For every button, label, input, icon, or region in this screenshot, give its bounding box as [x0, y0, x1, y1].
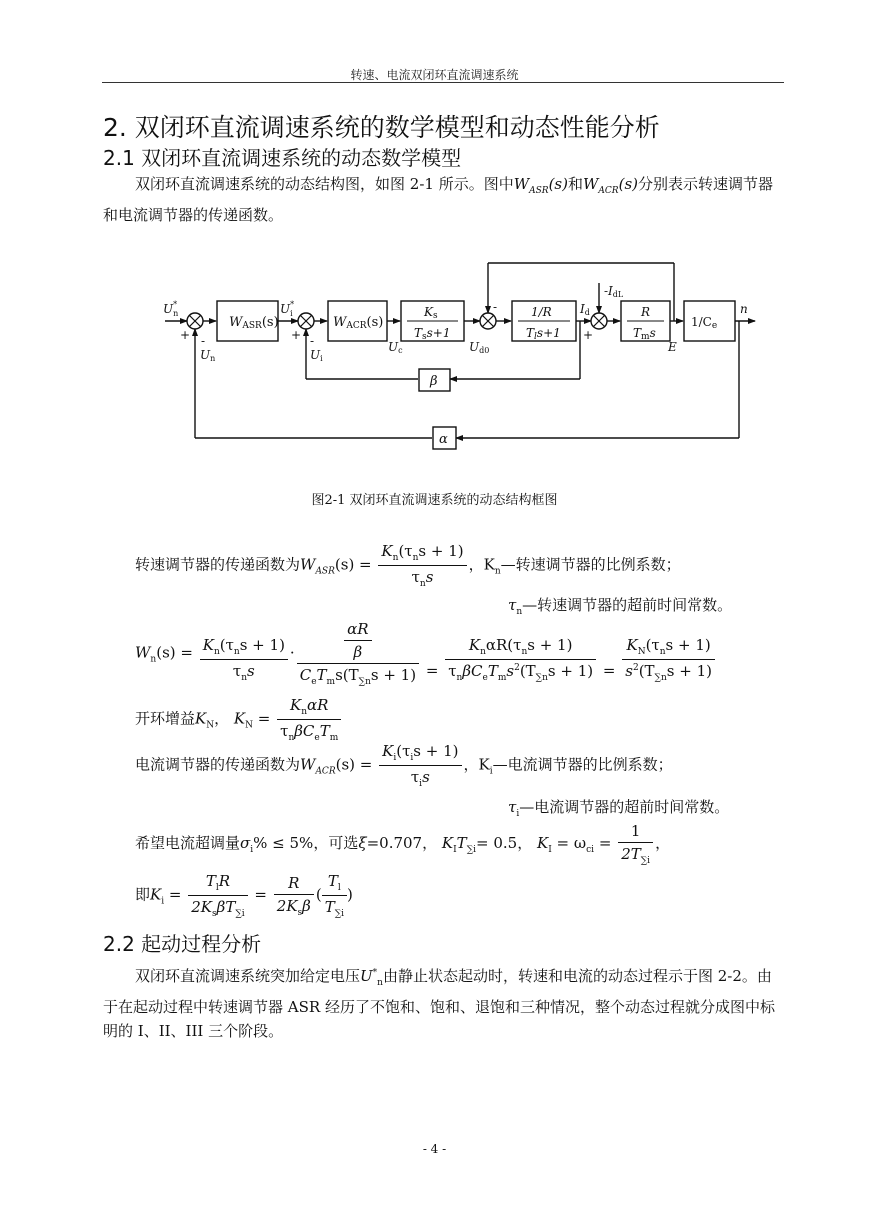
svg-text:Id: Id: [580, 302, 590, 317]
running-header: 转速、电流双闭环直流调速系统: [350, 68, 519, 82]
svg-text:E: E: [668, 340, 677, 354]
subsection-title-2-1: 2.1 双闭环直流调速系统的动态数学模型: [103, 146, 462, 170]
formula-wn: $W_n(s)$ = $\frac{K_n(\tau_ns + 1)}{\tau_ns}$ · $\frac{\frac{\alpha R}{\beta}}{C_eT_ms(T_{\sum n}s + 1)}$ = $\frac{K_n\alpha R(\tau_ns + 1)}{\tau_n\beta C_eT_ms^2(T_{\sum n}s + 1)}$ = $\frac{K_N(\tau_ns + 1)}{s^2(T_{\sum n}s + 1)}$: [135, 620, 717, 687]
section-title: 2. 双闭环直流调速系统的数学模型和动态性能分析: [103, 113, 660, 142]
formula-asr: 转速调节器的传递函数为$W_{ASR}(s)$ = $\frac{K_n(\tau_ns + 1)}{\tau_ns}$ ，$K_n—$转速调节器的比例系数；: [135, 542, 681, 589]
svg-text:1/Ce: 1/Ce: [691, 315, 718, 331]
svg-text:U*n: U* n: [163, 300, 179, 318]
svg-text:+: +: [180, 328, 191, 342]
svg-text:β: β: [430, 374, 438, 389]
svg-text:-: -: [493, 300, 498, 314]
block-diagram: [150, 255, 770, 465]
svg-text:U*i: U* i: [280, 300, 295, 318]
svg-text:WASR(s): WASR(s): [229, 315, 279, 331]
svg-text:Tls+1: Tls+1: [526, 326, 561, 342]
svg-text:-: -: [201, 334, 206, 348]
svg-text:-IdL: -IdL: [604, 284, 624, 299]
formula-acr-note2: $\tau_i—$电流调节器的超前时间常数。: [508, 798, 730, 819]
page-number: - 4 -: [422, 1142, 447, 1156]
svg-text:+: +: [583, 328, 594, 342]
svg-text:+: +: [291, 328, 302, 342]
formula-asr-note2: $\tau_n—$转速调节器的超前时间常数。: [508, 596, 733, 617]
formula-ki: 即$K_i$ = $\frac{T_lR}{2K_s\beta T_{\sum i}}$ = $\frac{R}{2K_s\beta}$ ( $\frac{T_l}{T_{\sum i}}$ ): [135, 872, 353, 919]
svg-text:Ui: Ui: [310, 348, 323, 363]
svg-text:Ud0: Ud0: [469, 340, 490, 355]
svg-text:n: n: [740, 302, 748, 316]
paragraph-intro: 双闭环直流调速系统的动态结构图，如图 2-1 所示。图中$W_{ASR}(s)$和$W_{ACR}(s)$分别表示转速调节器和电流调节器的传递函数。: [103, 175, 774, 224]
formula-acr: 电流调节器的传递函数为$W_{ACR}(s)$ = $\frac{K_i(\tau_is + 1)}{\tau_is}$ ，$K_i—$电流调节器的比例系数；: [135, 742, 673, 789]
svg-text:Uc: Uc: [388, 340, 403, 355]
formula-open-loop-gain: 开环增益$K_N$， $K_N$ = $\frac{K_n\alpha R}{\tau_n\beta C_eT_m}$: [135, 696, 343, 743]
svg-text:α: α: [439, 432, 448, 447]
subsection-title-2-2: 2.2 起动过程分析: [103, 932, 262, 956]
svg-text:Un: Un: [200, 348, 216, 363]
svg-text:R: R: [641, 305, 651, 319]
paragraph-startup: 双闭环直流调速系统突加给定电压$U^*_n$由静止状态起动时，转速和电流的动态过程示于图 2-2。由于在起动过程中转速调节器 ASR 经历了不饱和、饱和、退饱和三种情况，整个动态过程就分成图中标明的 I、II、III 三个阶段。: [103, 967, 775, 1040]
formula-overshoot: 希望电流超调量$\sigma_i\% \le 5\%$，可选ξ=0.707， $K_IT_{\sum i}= 0.5$， $K_I = \omega_{ci}$ = $\frac{1}{2T_{\sum i}}$ ，: [135, 822, 671, 866]
svg-text:Tss+1: Tss+1: [414, 326, 451, 342]
svg-text:WACR(s): WACR(s): [333, 315, 384, 331]
svg-text:-: -: [310, 334, 315, 348]
svg-text:1/R: 1/R: [531, 305, 552, 319]
figure-caption: 图2-1 双闭环直流调速系统的动态结构框图: [311, 493, 558, 508]
header-rule: [102, 82, 784, 83]
svg-text:Tms: Tms: [633, 326, 656, 342]
svg-text:Ks: Ks: [424, 305, 438, 321]
